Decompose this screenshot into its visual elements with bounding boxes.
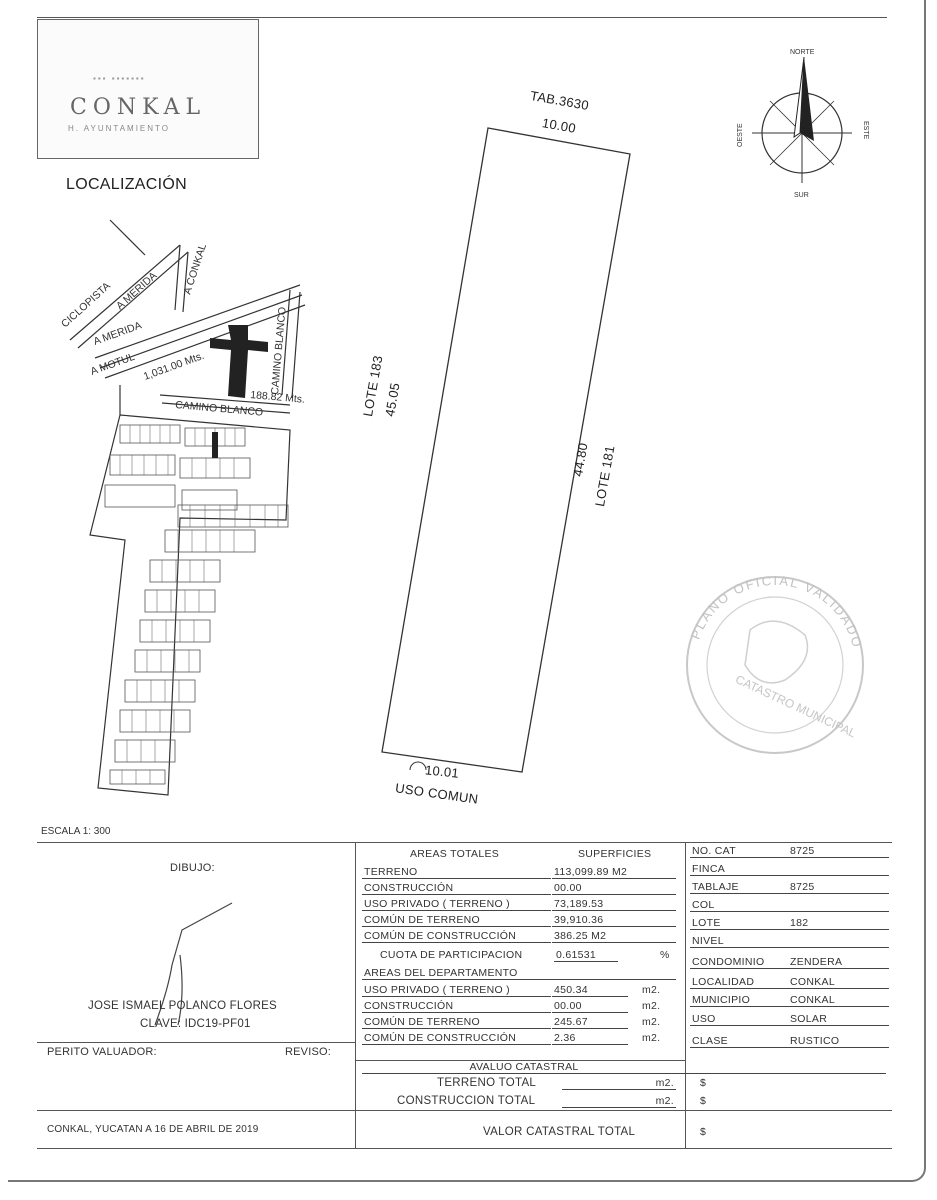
perito-line-top xyxy=(37,1042,355,1043)
depto-row-value: 00.00 xyxy=(552,1000,628,1013)
lot-south-measure: 10.01 xyxy=(424,762,460,781)
cadastral-row xyxy=(690,917,889,930)
cadastral-row xyxy=(690,1013,889,1026)
stamp-center-text: CATASTRO MUNICIPAL xyxy=(733,672,859,741)
road-label-a-merida-2: A MERIDA xyxy=(91,319,144,348)
cadastral-value: CONKAL xyxy=(790,976,835,988)
titleblock-bottom-line xyxy=(37,1148,892,1149)
area-row-value: 00.00 xyxy=(552,882,676,895)
scale-label: ESCALA 1: 300 xyxy=(41,826,111,837)
compass-north-label: NORTE xyxy=(790,49,815,56)
lot-west-adjacent: LOTE 183 xyxy=(360,354,386,418)
cuota-label: CUOTA DE PARTICIPACION xyxy=(380,949,523,961)
lot-polygon xyxy=(382,128,630,772)
road-label-a-merida-1: A MERIDA xyxy=(113,269,160,313)
depto-row-label: COMÚN DE CONSTRUCCIÓN xyxy=(362,1032,551,1045)
area-row-label: TERRENO xyxy=(362,866,551,879)
depto-row-label: USO PRIVADO ( TERRENO ) xyxy=(362,984,551,997)
lot-east-measure: 44.80 xyxy=(570,441,591,478)
lot-east-adjacent: LOTE 181 xyxy=(592,444,618,508)
cadastral-row xyxy=(690,1035,889,1048)
avaluo-header xyxy=(362,1061,886,1074)
logo-subtext: H. AYUNTAMIENTO xyxy=(68,124,171,133)
location-map xyxy=(50,200,310,810)
titleblock-top-line xyxy=(37,842,892,843)
cadastral-value: 8725 xyxy=(790,845,815,857)
cadastral-row xyxy=(690,863,889,876)
lot-south-adjacent: USO COMUN xyxy=(394,780,480,807)
cadastral-value: SOLAR xyxy=(790,1013,828,1025)
construccion-total-unit: m2. xyxy=(562,1095,676,1108)
depto-row-unit: m2. xyxy=(642,984,661,996)
area-row-value: 386.25 M2 xyxy=(552,930,676,943)
area-row-value: 113,099.89 M2 xyxy=(552,866,676,879)
cadastral-label: USO xyxy=(692,1013,716,1025)
cadastral-label: CONDOMINIO xyxy=(692,956,765,968)
cadastral-value: 182 xyxy=(790,917,809,929)
road-label-a-conkal: A CONKAL xyxy=(181,242,210,296)
cadastral-row xyxy=(690,976,889,989)
drafter-signature xyxy=(150,895,250,1035)
area-row-label: CONSTRUCCIÓN xyxy=(362,882,551,895)
cadastral-row xyxy=(690,935,889,948)
cadastral-row xyxy=(690,899,889,912)
drafter-clave: CLAVE: IDC19-PF01 xyxy=(140,1018,251,1030)
depto-row-label: CONSTRUCCIÓN xyxy=(362,1000,551,1013)
official-validation-stamp xyxy=(680,560,870,770)
terreno-total-unit: m2. xyxy=(562,1077,676,1090)
construccion-total-currency: $ xyxy=(700,1095,707,1107)
valor-catastral-total-label: VALOR CATASTRAL TOTAL xyxy=(483,1126,636,1138)
compass-south-label: SUR xyxy=(794,192,809,199)
distance-label-2: 188.82 Mts. xyxy=(249,389,306,406)
lot-west-measure: 45.05 xyxy=(382,381,403,418)
area-row-value: 39,910.36 xyxy=(552,914,676,927)
cadastral-label: NO. CAT xyxy=(692,845,736,857)
cadastral-row xyxy=(690,994,889,1007)
cadastral-row xyxy=(690,845,889,858)
lot-drawing xyxy=(370,120,640,780)
stamp-ring-text: PLANO OFICIAL VALIDADO xyxy=(687,572,866,651)
place-and-date: CONKAL, YUCATAN A 16 DE ABRIL DE 2019 xyxy=(47,1124,259,1135)
cadastral-row xyxy=(690,881,889,894)
compass-east-label: ESTE xyxy=(862,121,869,140)
avaluo-header-text: AVALUO CATASTRAL xyxy=(469,1061,579,1073)
cadastral-label: FINCA xyxy=(692,863,725,875)
logo-top-line: ▪▪▪ ▪▪▪▪▪▪▪ xyxy=(93,74,146,83)
areas-header-right: SUPERFICIES xyxy=(578,848,652,860)
perito-valuador-label: PERITO VALUADOR: xyxy=(47,1046,157,1058)
cadastral-label: CLASE xyxy=(692,1035,728,1047)
distance-label-1: 1,031.00 Mts. xyxy=(141,349,206,383)
road-label-ciclopista: CICLOPISTA xyxy=(58,280,113,331)
cadastral-row xyxy=(690,956,889,969)
cadastral-label: TABLAJE xyxy=(692,881,739,893)
cadastral-value: RUSTICO xyxy=(790,1035,840,1047)
road-label-camino-blanco-2: CAMINO BLANCO xyxy=(269,306,289,396)
cadastral-value: 8725 xyxy=(790,881,815,893)
cadastral-label: LOTE xyxy=(692,917,721,929)
depto-row-value: 2.36 xyxy=(552,1032,628,1045)
cuota-unit: % xyxy=(660,949,670,961)
terreno-total-currency: $ xyxy=(700,1077,707,1089)
localizacion-title: LOCALIZACIÓN xyxy=(66,176,187,193)
construccion-total-label: CONSTRUCCION TOTAL xyxy=(397,1095,536,1107)
depto-row-unit: m2. xyxy=(642,1032,661,1044)
area-row-label: USO PRIVADO ( TERRENO ) xyxy=(362,898,551,911)
road-label-camino-blanco-1: CAMINO BLANCO xyxy=(174,399,264,419)
cadastral-label: MUNICIPIO xyxy=(692,994,751,1006)
cadastral-label: LOCALIDAD xyxy=(692,976,755,988)
depto-row-unit: m2. xyxy=(642,1000,661,1012)
reviso-label: REVISO: xyxy=(285,1046,332,1058)
lot-north-measure: 10.00 xyxy=(540,115,578,136)
perito-line-bottom xyxy=(37,1110,355,1111)
cadastral-value: ZENDERA xyxy=(790,956,843,968)
cuota-value: 0.61531 xyxy=(554,949,618,962)
avaluo-line-bottom xyxy=(355,1110,892,1111)
north-arrow-compass xyxy=(730,45,880,205)
area-row-value: 73,189.53 xyxy=(552,898,676,911)
valor-catastral-total-currency: $ xyxy=(700,1126,707,1138)
road-label-a-motul: A MOTUL xyxy=(88,350,137,378)
terreno-total-label: TERRENO TOTAL xyxy=(437,1077,537,1089)
cadastral-label: COL xyxy=(692,899,715,911)
area-row-label: COMÚN DE CONSTRUCCIÓN xyxy=(362,930,551,943)
svg-text:PLANO OFICIAL VALIDADO xyxy=(688,573,866,651)
cadastral-value: CONKAL xyxy=(790,994,835,1006)
municipal-logo xyxy=(37,19,259,159)
lot-north-adjacent: TAB.3630 xyxy=(529,87,591,114)
areas-header-left: AREAS TOTALES xyxy=(410,848,500,860)
depto-row-value: 245.67 xyxy=(552,1016,628,1029)
depto-row-label: COMÚN DE TERRENO xyxy=(362,1016,551,1029)
logo-wordmark: CONKAL xyxy=(70,95,207,120)
depto-row-unit: m2. xyxy=(642,1016,661,1028)
titleblock-divider-1 xyxy=(355,842,356,1148)
top-border-line xyxy=(37,17,887,18)
dibujo-label: DIBUJO: xyxy=(170,862,215,874)
cadastral-label: NIVEL xyxy=(692,935,724,947)
area-row-label: COMÚN DE TERRENO xyxy=(362,914,551,927)
depto-row-value: 450.34 xyxy=(552,984,628,997)
depto-header: AREAS DEL DEPARTAMENTO xyxy=(362,967,676,980)
drafter-name: JOSE ISMAEL POLANCO FLORES xyxy=(88,1000,277,1012)
compass-west-label: OESTE xyxy=(737,123,744,147)
titleblock-divider-2 xyxy=(685,842,686,1148)
